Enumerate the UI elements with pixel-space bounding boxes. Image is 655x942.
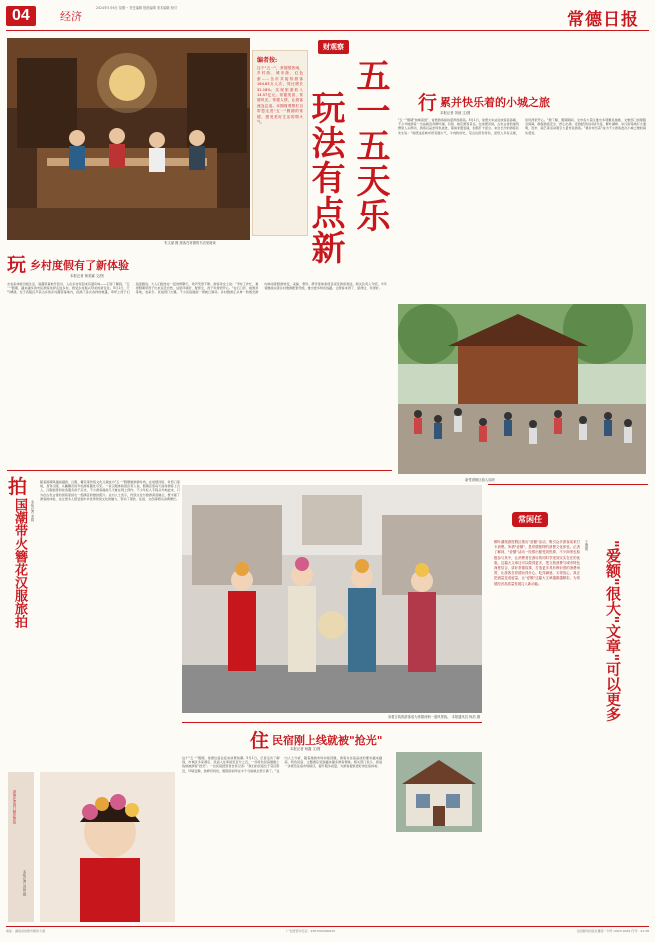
article4-icon: 住 [250, 730, 270, 752]
article4-title: 民宿刚上线就被"抢光" [272, 734, 383, 747]
column-body: 柳叶湖旅游度假区推出"爱额"活动，吸引众多游客前来打卡消费。所谓"爱额"，是常德独特的消费文化体验。记者了解到，"爱额"活动一经推出便受到热捧，不少商家也积极参与其中，让消费者在游玩的同时享受到实实在在的优惠。这篇大文章还可以做得更多，把文旅消费与城市特色深度结合，讲好常德故事，打造更多具有辨识度的消费场景，让游客在常德玩得开心、吃得满意、买得放心，真正把流量变成留量，让"爱额"这篇大文章越做越精彩，为常德经济高质量发展注入新动能。 [494, 540, 580, 586]
street-photo [398, 304, 646, 474]
article2-title: 累并快乐着的小城之旅 [440, 96, 550, 109]
footer-address: 地址：湖南省常德市朗州大道 [6, 929, 46, 933]
homestay-photo-art [396, 752, 482, 832]
side-credit: 本报记者 刘琼 摄 [22, 870, 26, 896]
article4-body: 这个"五一"假期，常德住宿业迎来消费热潮。5月1日，记者走访了解到，市城区多家酒店、民宿入住率接近百分之百，一些特色民宿刚刚上线就被游客"抢光"。一位民宿经营者告诉记者："我们的民宿位于景区附近，环境安静，装修有特色，假期房间早在半个月前就全部订满了。"业内人士分析，随着旅游市场持续回暖，游客对住宿品质的要求越来越高，特色民宿、主题酒店受到越来越多游客青睐。相关部门表示，将进一步规范住宿市场秩序，提升服务质量，为游客提供更好的住宿体验。 [182, 756, 382, 773]
article3-body: 随着国潮风越刮越劲，汉服、簪花等传统文化元素成为"五一"假期旅游新时尚。在常德河街、老西门等地，身穿汉服、头戴簪花的年轻游客随处可见。一家汉服体验馆负责人说，假期店里每天接待游客上百人，汉服租赁和妆造服务供不应求，不少游客提前几天就在网上预约。不少年轻人专程从外地赶来，只为在古色古香的街巷里拍出一组满意的旅拍照片。业内人士表示，传统文化与旅游深度融合，既丰富了游客的体验，也让更多人感受到中华优秀传统文化的魅力，带动了餐饮、住宿、文创等相关消费增长。 [40, 480, 180, 501]
header-rule [6, 30, 649, 31]
hairpin-photo [40, 772, 175, 922]
side-caption: 游客在老西门簪花旅拍 [12, 790, 16, 824]
article1-byline: 本报记者 黄美霖 文/图 [70, 274, 104, 278]
article4-byline: 本报记者 杨鑫 文/图 [290, 747, 321, 751]
hanfu-caption: 身着古装的游客成为常德河街一道风景线。 本报通讯员 杨浩 摄 [387, 715, 480, 719]
street-photo-art [398, 304, 646, 474]
bookstore-photo-art [7, 38, 250, 240]
column-frame-top [488, 484, 648, 485]
editor-note-title: 编者按: [257, 57, 278, 64]
article3-byline: 本报记者 李娟 [30, 500, 34, 522]
issue-meta: 2024年5月6日 星期一 责任编辑 报纸编辑 美术编辑 校对 [96, 6, 177, 10]
article3-icon: 拍 [8, 476, 28, 498]
column-title: "爱额"很大"文章"可以更多 [604, 540, 622, 722]
feature-title-line2: 玩法有点新 [305, 90, 345, 265]
article3-body-cont [7, 640, 179, 768]
editor-note [252, 50, 308, 236]
bookstore-caption: 朱文斌 摄 游客在常德的书店里阅读 [164, 241, 216, 245]
footer-license: 广告经营许可证：4307004000025 [286, 929, 336, 933]
footer-issn: 全国新闻出版总署统一刊号 CN43-0039 代号：41-38 [576, 929, 649, 933]
column-author: 王俊德 [584, 540, 588, 551]
section-divider-2 [182, 722, 482, 723]
section-divider-1 [7, 470, 392, 471]
bookstore-photo [7, 38, 250, 240]
editor-note-text: 这个"五一"，常德很热闹，乡村游、城市游、红色游……全市共接待游客164.83万人次，同比增长32.18%；实现旅游收入14.57亿元。常德美食、常德风光、常德人情，让游客流连忘返。本期财观察栏目带您走进"五一"假期的常德，感受美好生活的烟火气。 [257, 66, 303, 125]
page-footer [6, 926, 649, 933]
hanfu-photo [182, 485, 482, 713]
article1-title: 乡村度假有了新体验 [30, 259, 129, 272]
article3-title: 国潮带火簪花汉服旅拍 [12, 498, 27, 628]
hanfu-photo-art [182, 485, 482, 713]
article4-body-cont [386, 836, 482, 922]
article1-icon: 玩 [7, 254, 27, 276]
feature-title-line1: 五一五天乐 [350, 58, 390, 233]
hairpin-photo-art [40, 772, 175, 922]
homestay-photo [396, 752, 482, 832]
article1-body: 去农家体验田园生活，到露营基地开派对，人在乡村玩起来有滋有味——记者了解到，"五一"假期，越来越多的市民游客选择走进乡村，感受乡村振兴带来的新变化。5月1日，天气晴朗，位于武陵区芦荻山乡的乡村露营基地内，搭满了各式各样的帐篷，草坪上孩子们追逐嬉戏，大人们围坐在一起烧烤聊天，欢声笑语不断。游客李女士说："平时工作忙，难得假期带孩子出来亲近自然，这里环境好、配套全，孩子玩得很开心。"在石门县、桃源县等地，农家乐、民宿预订火爆，不少民宿提前一周就已满房。乡村旅游正从单一的观光游向休闲度假游转变，采摘、垂钓、研学等体验项目深受游客欢迎。相关负责人介绍，今年将继续完善乡村旅游配套设施，推出更多特色线路，让游客来得了、留得住、玩得好。 [7, 282, 387, 295]
street-caption: 新堂湾街区游人如织 [465, 478, 495, 482]
page-header [0, 0, 655, 30]
section-name: 经济 [60, 11, 82, 23]
article2-byline: 本报记者 刘琼 文/图 [440, 111, 471, 115]
article2-body: "五一"假期"热辣滚烫"，常德游客接待量再创新高。5月1日，常德火车站迎来客流高峰，不少外地游客一出站就直奔柳叶湖、河街、桃花源等景点。在常德河街，古色古香的建筑群里人头攒动，游客们品尝特色美食，观看非遗表演，拍照打卡留念。来自长沙的游客张先生说："常德这座城市很有烟火气，牛肉粉好吃，景点也很有特色，虽然人多有点累，但玩得很开心。"据了解，假期期间，全市各大景区推出多项惠民措施，文旅部门加强服务保障，确保游客安全、舒心出游。夜游经济也持续升温，柳叶湖畔、步行街等地灯火通明，夜市、演艺等活动吸引大量市民游客。"累并快乐着"成为不少游客此次小城之旅的真实感受。 [398, 118, 646, 135]
article2-icon: 行 [418, 92, 438, 114]
feature-badge: 财观察 [318, 40, 349, 54]
page-number: 04 [6, 6, 36, 26]
newspaper-logo: 常德日报 [567, 10, 639, 30]
column-badge: 常闲任 [512, 512, 548, 527]
